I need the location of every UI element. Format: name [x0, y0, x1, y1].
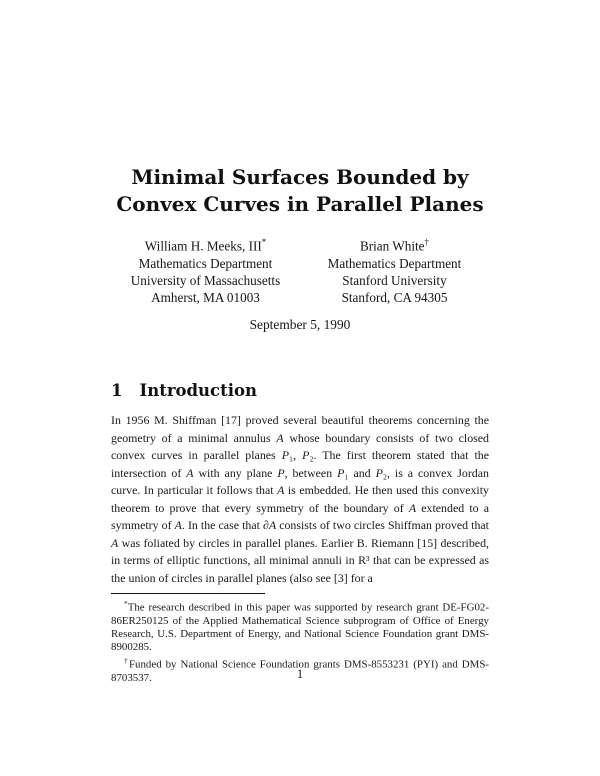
footnote-text: The research described in this paper was supported by research grant DE-FG02-86ER250125 of the Applied Mathematical Science subprogram of Office of Energy Research, U.S. Department of Energy, and National Science Foundation grant DMS-8900285.: [111, 601, 489, 654]
main-column: [111, 380, 489, 685]
author-affiliation-line: Stanford, CA 94305: [341, 290, 448, 306]
footnote-text: Funded by National Science Foundation grants DMS-8553231 (PYI) and DMS-8703537.: [111, 659, 489, 685]
author-affiliation-line: University of Massachusetts: [130, 272, 281, 288]
author-name-text: William H. Meeks, III: [144, 238, 262, 254]
title-line-2: Convex Curves in Parallel Planes: [116, 192, 484, 216]
author-footnote-marker: *: [261, 237, 267, 247]
author-affiliation-line: Amherst, MA 01003: [151, 290, 260, 306]
author-name-text: Brian White: [359, 238, 425, 254]
introduction-paragraph: In 1956 M. Shiffman [17] proved several beautiful theorems concerning the geometry of a minimal annulus A whose boundary consists of two closed convex curves in parallel planes P₁, P₂. The first theorem stated that the intersection of A with any plane P, between P₁ and P₂, is a convex Jordan curve. In particular it follows that A is embedded. He then used this convexity theorem to prove that every symmetry of the boundary of A extended to a symmetry of A. In the case that ∂A consists of two circles Shiffman proved that A was foliated by circles in parallel planes. Earlier B. Riemann [15] described, in terms of elliptic functions, all minimal annuli in R³ that can be expressed as the union of circles in parallel planes (also see [3] for a: [111, 413, 489, 585]
author-affiliation-line: Mathematics Department: [138, 255, 273, 271]
authors-row: [111, 234, 489, 307]
section-title: Introduction: [139, 381, 257, 400]
footnote-rule: [111, 593, 265, 594]
paper-title: [0, 164, 600, 218]
title-line-1: Minimal Surfaces Bounded by: [131, 165, 469, 189]
footnote-marker: *: [124, 599, 128, 608]
author-affiliation-line: Mathematics Department: [327, 255, 462, 271]
author-name: [300, 234, 489, 255]
author-affiliation-line: Stanford University: [342, 272, 447, 288]
page-number: 1: [296, 667, 304, 681]
footnote-1: [111, 597, 489, 654]
author-block-white: [300, 234, 489, 307]
footnote-marker: †: [124, 656, 129, 666]
author-name: [111, 234, 300, 255]
paper-date: September 5, 1990: [249, 317, 351, 332]
author-footnote-marker: †: [424, 237, 430, 247]
section-heading: [111, 380, 489, 402]
author-block-meeks: [111, 234, 300, 307]
section-number: 1: [111, 381, 123, 400]
